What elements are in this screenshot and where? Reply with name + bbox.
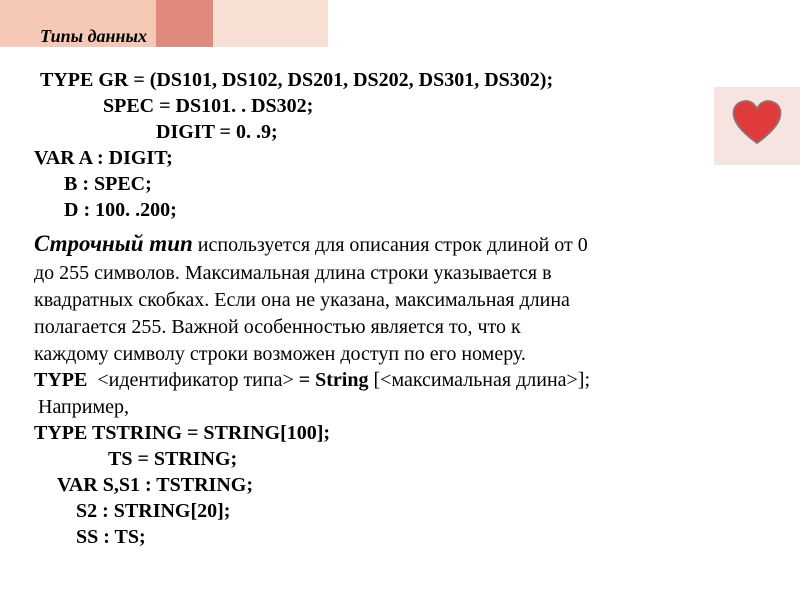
- paragraph-line-5: каждому символу строки возможен доступ по его номеру.: [34, 343, 526, 365]
- code-line-s2: S2 : STRING[20];: [76, 500, 231, 522]
- code-line-spec: SPEC = DS101. . DS302;: [103, 95, 314, 117]
- code-line-digit: DIGIT = 0. .9;: [156, 121, 278, 143]
- header-band-middle: [156, 0, 213, 47]
- syntax-keyword: TYPE: [34, 369, 88, 391]
- code-line-type-gr: TYPE GR = (DS101, DS102, DS201, DS202, DS301, DS302);: [40, 69, 554, 91]
- heart-icon: [730, 97, 784, 147]
- code-line-type-tstring: TYPE TSTRING = STRING[100];: [34, 422, 331, 444]
- header-band-right: [213, 0, 328, 47]
- string-type-term: Строчный тип: [34, 231, 193, 256]
- slide-title: Типы данных: [40, 26, 147, 46]
- paragraph-line-4: полагается 255. Важной особенностью является то, что к: [34, 316, 521, 338]
- paragraph-line-3: квадратных скобках. Если она не указана, максимальная длина: [34, 289, 570, 311]
- paragraph-line-1: [34, 231, 588, 258]
- code-line-d: D : 100. .200;: [64, 199, 177, 221]
- code-line-ss: SS : TS;: [76, 526, 146, 548]
- example-label: Например,: [38, 396, 129, 418]
- paragraph-line-1-text: используется для описания строк длиной от 0: [192, 234, 588, 256]
- code-line-ts: TS = STRING;: [108, 448, 238, 470]
- heart-panel: [714, 87, 800, 165]
- code-line-b: B : SPEC;: [64, 173, 152, 195]
- code-line-var-a: VAR A : DIGIT;: [34, 147, 173, 169]
- syntax-length-placeholder: [<максимальная длина>];: [373, 369, 591, 391]
- code-line-var-s: VAR S,S1 : TSTRING;: [57, 474, 253, 496]
- syntax-line: [34, 367, 590, 393]
- paragraph-line-2: до 255 символов. Максимальная длина строки указывается в: [34, 262, 552, 284]
- syntax-equals-string: = String: [293, 369, 374, 391]
- syntax-identifier-placeholder: <идентификатор типа>: [97, 369, 294, 391]
